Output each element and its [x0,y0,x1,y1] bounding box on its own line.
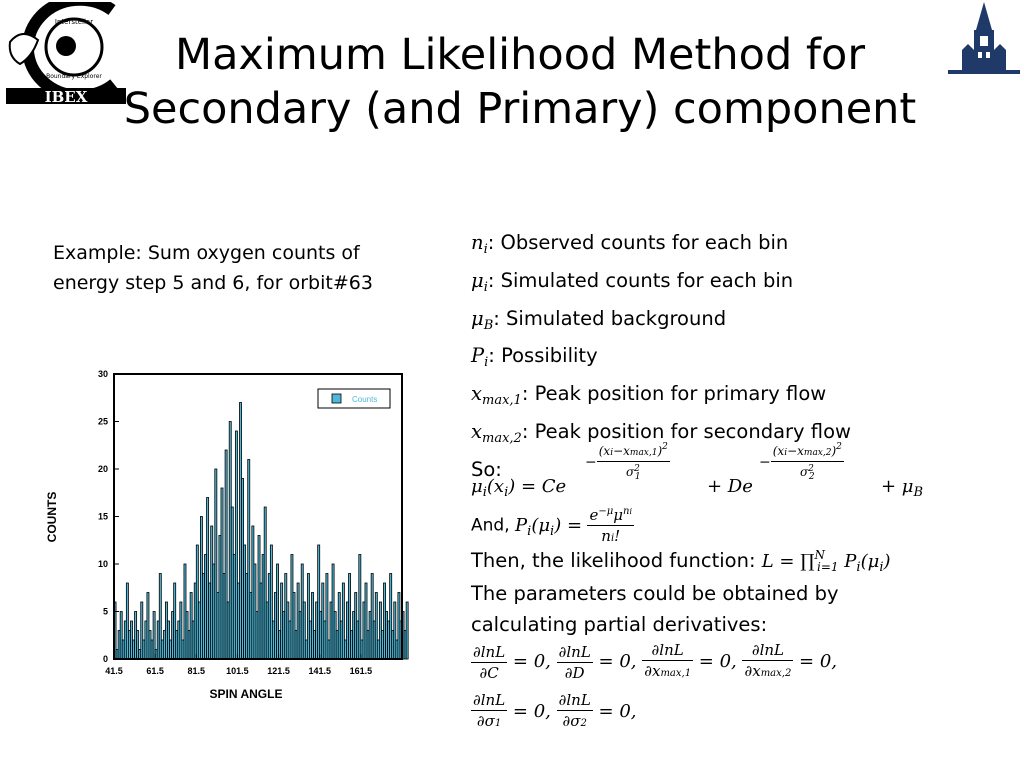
legend-label: Counts [352,395,378,404]
chart-legend [318,389,390,408]
params-line-2: calculating partial derivatives: [471,613,768,636]
x-tick-label: 61.5 [146,666,164,676]
example-text: Example: Sum oxygen counts of energy step 5 and 6, for orbit#63 [53,242,373,294]
definition-subscript: max,1 [482,393,522,409]
definition-text: : Possibility [488,344,598,368]
definition-text: : Peak position for primary flow [521,382,827,406]
definition-symbol: n [471,231,484,254]
chart-bar [406,602,408,659]
y-tick-label: 20 [97,464,108,474]
x-tick-label: 121.5 [267,666,290,676]
definition-text: : Observed counts for each bin [487,231,789,254]
definition-symbol: P [471,344,485,368]
definition-item [471,228,1011,266]
definition-subscript: i [484,355,489,371]
y-tick-label: 15 [97,511,108,522]
partial-derivatives-row-1: $\frac{\partial\ln L}{\partial C}$ = 0, $\frac{\partial\ln L}{\partial D}$ = 0, $\frac{\partial\ln L}{\partial xmax,1}$ = 0, $\frac{\partial\ln L}{\partial xmax,2}$ = 0, [473,641,838,682]
x-tick-label: 101.5 [226,666,249,676]
title-line-1: Maximum Likelihood Method for [174,30,866,80]
logo-acronym: IBEX [44,88,88,106]
x-tick-label: 41.5 [105,666,123,676]
y-tick-label: 5 [102,606,108,617]
so-label: So: [471,457,502,481]
definition-item [471,379,1011,417]
then-label: Then, the likelihood function: [471,549,756,572]
definition-text: : Peak position for secondary flow [521,419,851,443]
slide-title [70,28,970,136]
definition-subscript: i [483,242,488,257]
y-tick-label: 25 [97,416,108,427]
y-tick-label: 10 [97,559,108,569]
x-tick-label: 141.5 [308,666,331,676]
and-label: And, [471,515,510,536]
params-line-1: The parameters could be obtained by [471,582,839,605]
definition-subscript: B [483,317,494,333]
definition-item [471,266,1011,304]
definition-subscript: i [483,279,488,295]
definition-item [471,341,1011,379]
params-text [471,578,839,640]
x-axis-label: SPIN ANGLE [209,687,283,701]
likelihood-line: Then, the likelihood function: L = ∏$^N_{i=1}$ $P_i(\mu_i)$ [471,548,891,575]
definition-item [471,304,1011,342]
title-line-2: Secondary (and Primary) component [123,84,917,134]
mu-equation: $\mu_i(x_i) = Ce$ − $\frac{(xi-xmax,1)^2}{\sigma^2_1}$ + De − $\frac{(xi-xmax,2)^2}{\sigma^2_2}$ + $\mu_B$ [471,442,924,500]
x-tick-label: 161.5 [349,666,373,676]
definition-text: : Simulated counts for each bin [487,268,794,292]
poisson-equation: And, $P_i(\mu_i)$ = $\frac{e^{-\mu}\mu^{ni}}{ni!}$ [471,502,634,549]
definition-subscript: max,2 [482,430,522,446]
definition-symbol: x [471,419,482,443]
x-tick-label: 81.5 [187,666,206,676]
logo-text-bottom: Boundary Explorer [46,73,102,80]
y-tick-label: 30 [97,369,108,379]
y-tick-label: 0 [102,654,108,664]
y-axis-label: COUNTS [45,491,59,543]
definition-text: : Simulated background [493,306,727,330]
definition-symbol: x [471,382,482,406]
counts-chart [40,362,410,711]
definition-symbol: μ [471,268,484,292]
partial-derivatives-row-2: $\frac{\partial\ln L}{\partial\sigma 1}$ = 0, $\frac{\partial\ln L}{\partial\sigma 2}$ = 0, [473,691,637,730]
logo-text-top: Interstellar [54,18,94,26]
definition-symbol: μ [471,306,484,330]
